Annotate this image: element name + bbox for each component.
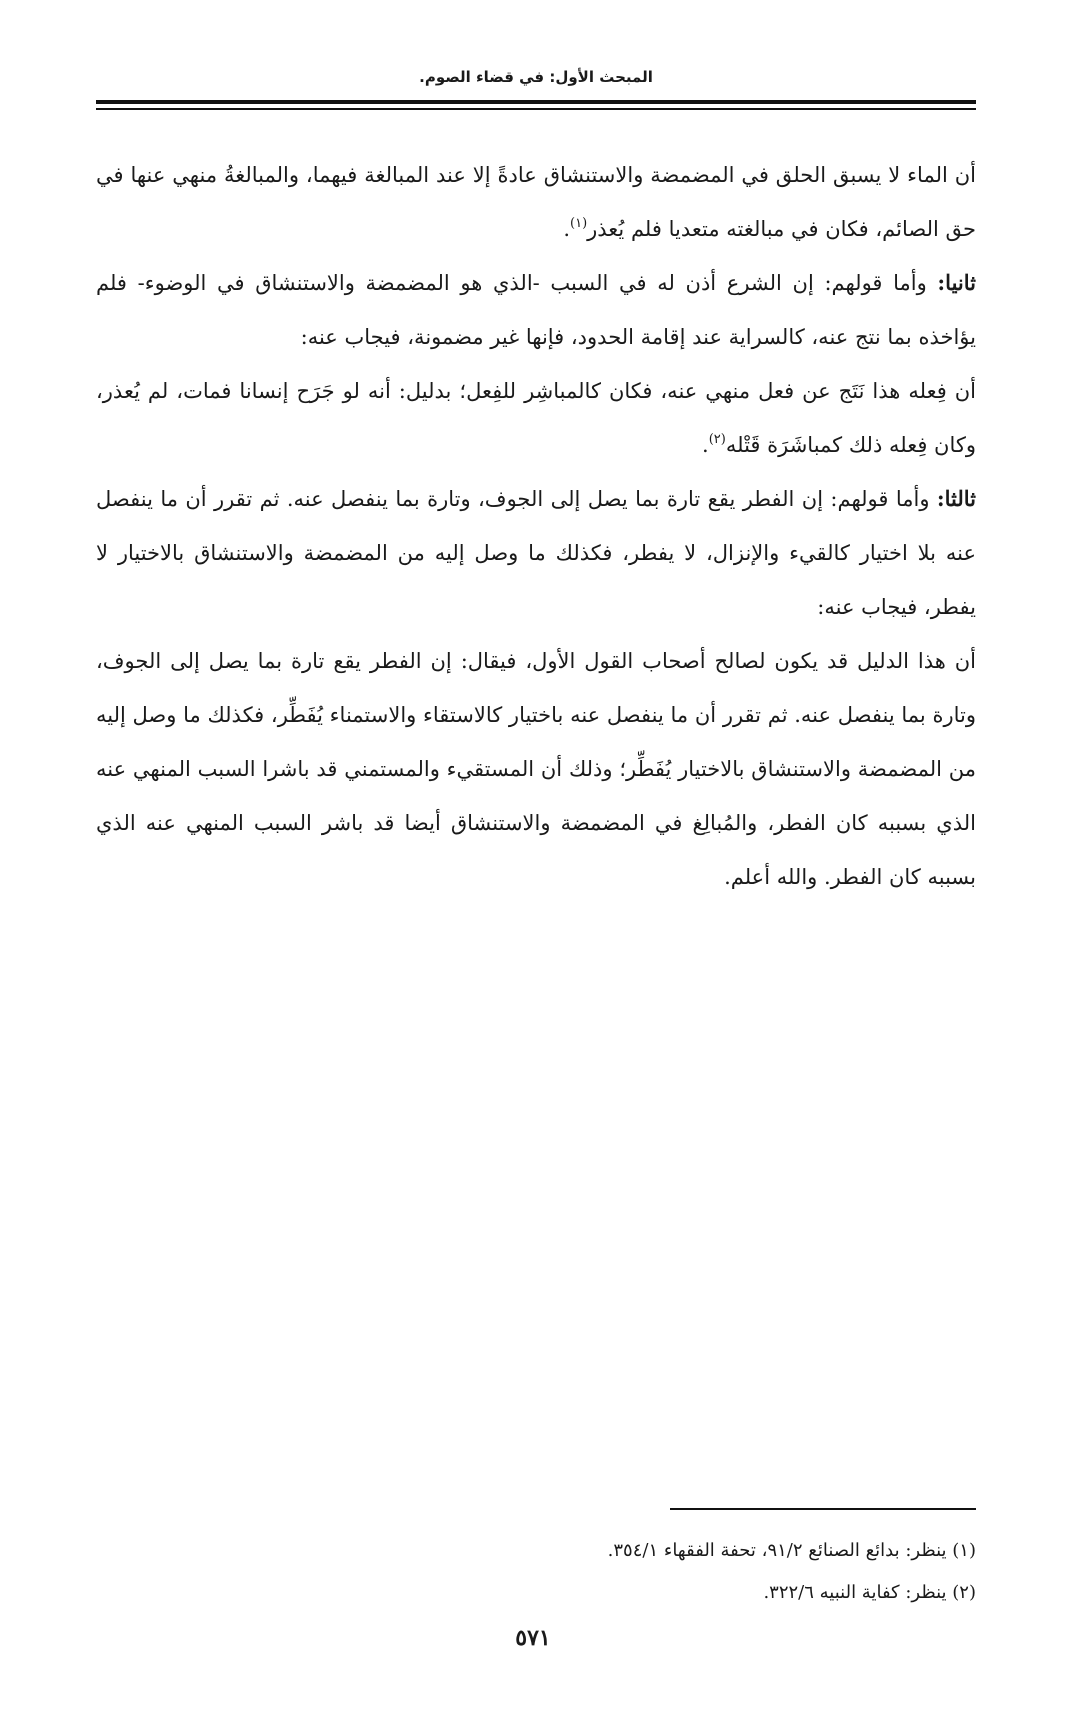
paragraph-1-text: أن الماء لا يسبق الحلق في المضمضة والاستنشاق عادةً إلا عند المبالغة فيهما، والمبالغةُ منهي عنها في حق الصائم، فكان في مبالغته متعديا فلم يُعذر bbox=[96, 163, 976, 241]
paragraph-2-text: وأما قولهم: إن الشرع أذن له في السبب -الذي هو المضمضة والاستنشاق في الوضوء- فلم يؤاخذه بما نتج عنه، كالسراية عند إقامة الحدود، فإنها غير مضمونة، فيجاب عنه: bbox=[96, 271, 976, 349]
paragraph-3 bbox=[96, 364, 976, 472]
paragraph-4 bbox=[96, 472, 976, 634]
paragraph-4-text: وأما قولهم: إن الفطر يقع تارة بما يصل إلى الجوف، وتارة بما ينفصل عنه. ثم تقرر أن ما ينفصل عنه بلا اختيار كالقيء والإنزال، لا يفطر، فكذلك ما وصل إليه من المضمضة والاستنشاق بالاختيار لا يفطر، فيجاب عنه: bbox=[96, 487, 976, 619]
header-rule-thin bbox=[96, 108, 976, 110]
footnotes bbox=[96, 1530, 976, 1614]
footnote-2: (٢) ينظر: كفاية النبيه ٣٢٢/٦. bbox=[763, 1582, 976, 1603]
page-number: ٥٧١ bbox=[515, 1625, 551, 1651]
paragraph-4-lead: ثالثا: bbox=[936, 486, 976, 511]
footnote-1: (١) ينظر: بدائع الصنائع ٩١/٢، تحفة الفقهاء ٣٥٤/١. bbox=[607, 1540, 976, 1561]
paragraph-3-tail: . bbox=[702, 433, 709, 457]
paragraph-5 bbox=[96, 634, 976, 904]
paragraph-5-text: أن هذا الدليل قد يكون لصالح أصحاب القول الأول، فيقال: إن الفطر يقع تارة بما يصل إلى الجوف، وتارة بما ينفصل عنه. ثم تقرر أن ما ينفصل عنه باختيار كالاستقاء والاستمناء يُفَطِّر، فكذلك ما وصل إليه من المضمضة والاستنشاق بالاختيار يُفَطِّر؛ وذلك أن المستقيء والمستمني قد باشرا السبب المنهي عنه الذي بسببه كان الفطر، والمُبالِغ في المضمضة والاستنشاق أيضا قد باشر السبب المنهي عنه الذي بسببه كان الفطر. والله أعلم. bbox=[96, 649, 976, 889]
body-text bbox=[96, 148, 976, 904]
footnote-ref-1[interactable]: (١) bbox=[570, 216, 588, 231]
header-rule-thick bbox=[96, 100, 976, 104]
paragraph-2 bbox=[96, 256, 976, 364]
paragraph-1 bbox=[96, 148, 976, 256]
running-header: المبحث الأول: في قضاء الصوم. bbox=[419, 68, 653, 86]
paragraph-2-lead: ثانيا: bbox=[937, 270, 976, 295]
footnote-separator bbox=[670, 1508, 976, 1510]
paragraph-1-tail: . bbox=[563, 217, 570, 241]
footnote-ref-2[interactable]: (٢) bbox=[708, 432, 726, 447]
paragraph-3-text: أن فِعله هذا نَتَج عن فعل منهي عنه، فكان كالمباشِر للفِعل؛ بدليل: أنه لو جَرَح إنسانا فمات، لم يُعذر، وكان فِعله ذلك كمباشَرَة قَتْله bbox=[96, 379, 976, 457]
